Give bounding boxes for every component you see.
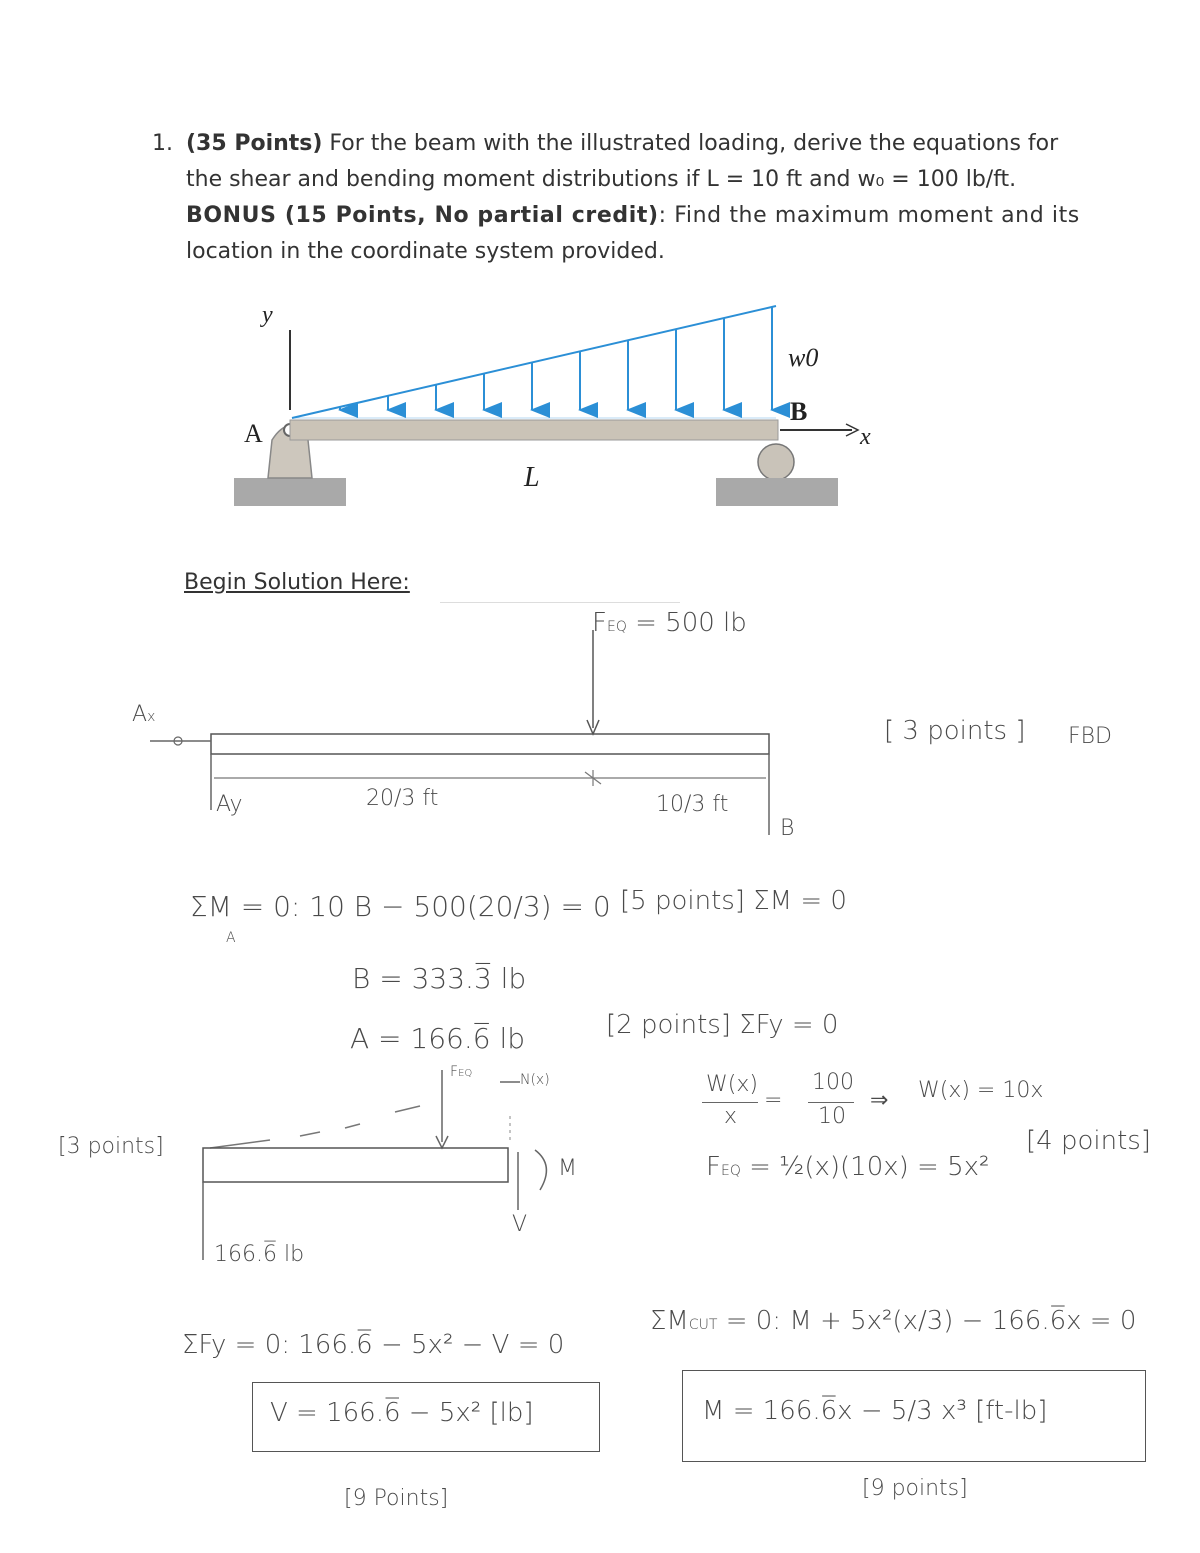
label-a: A	[244, 419, 263, 448]
moment-points: [5 points] ΣM = 0	[620, 886, 847, 916]
cut-m-label: M	[558, 1156, 577, 1181]
dist-left-label: 20/3 ft	[366, 786, 439, 811]
label-b: B	[790, 397, 808, 426]
bonus-label: BONUS (15 Points, No partial credit)	[186, 203, 659, 228]
problem-line-3: BONUS (15 Points, No partial credit): Find the maximum moment and its	[186, 203, 1080, 228]
cut-beam	[203, 1148, 508, 1182]
ground-left	[234, 478, 346, 506]
cut-moment-arc	[535, 1150, 546, 1190]
mcut-equation: ΣMCUT = 0: M + 5x²(x/3) − 166.6̅x = 0	[650, 1306, 1137, 1336]
beam	[290, 420, 778, 440]
points-label: (35 Points)	[186, 131, 323, 156]
a-result: A = 166.6̅ lb	[350, 1022, 526, 1055]
x-axis-label: x	[860, 424, 871, 450]
w-result: W(x) = 10x	[918, 1078, 1044, 1103]
load-outline	[292, 306, 776, 418]
cut-nx-label: N(x)	[520, 1072, 550, 1088]
cut-load-line	[210, 1106, 420, 1148]
feq-label: FEQ = 500 lb	[592, 608, 747, 638]
four-points: [4 points]	[1026, 1126, 1151, 1156]
ground-right	[716, 478, 838, 506]
left-points: [3 points]	[58, 1134, 164, 1159]
cut-feq-label: FEQ	[450, 1064, 473, 1080]
fbd-points: [ 3 points ]	[884, 716, 1026, 746]
problem-line-4: location in the coordinate system provided.	[186, 239, 665, 264]
problem-line-1: (35 Points) For the beam with the illustrated loading, derive the equations for	[186, 131, 1059, 156]
fy-equation: ΣFy = 0: 166.6̅ − 5x² − V = 0	[182, 1330, 565, 1360]
fy-points: [2 points] ΣFy = 0	[606, 1010, 839, 1040]
moment-subscript: A	[226, 930, 236, 946]
roller-b	[758, 444, 794, 480]
w-val-top: 100	[812, 1070, 854, 1095]
w-arrow: ⇒	[870, 1088, 889, 1113]
m-result: M = 166.6̅x − 5/3 x³ [ft-lb]	[702, 1396, 1048, 1426]
v-result: V = 166.6̅ − 5x² [lb]	[270, 1398, 534, 1428]
cut-v-label: V	[512, 1212, 528, 1237]
m-points: [9 points]	[862, 1476, 968, 1501]
solution-heading: Begin Solution Here:	[184, 570, 410, 595]
problem-number: 1.	[152, 131, 173, 156]
y-axis-label: y	[262, 302, 273, 328]
b-label: B	[780, 816, 795, 841]
moment-equation: ΣM = 0: 10 B − 500(20/3) = 0	[190, 890, 611, 923]
fbd-label: FBD	[1068, 724, 1112, 749]
label-w0: w0	[788, 343, 819, 372]
problem-line-2: the shear and bending moment distributions if L = 10 ft and w₀ = 100 lb/ft.	[186, 167, 1017, 192]
w-ratio-equals: =	[764, 1088, 783, 1113]
feq-equation: FEQ = ½(x)(10x) = 5x²	[706, 1152, 990, 1182]
label-l: L	[524, 462, 540, 493]
w-val-bottom: 10	[818, 1104, 846, 1129]
ax-label: Ax	[132, 702, 156, 727]
beam-figure	[0, 0, 1200, 560]
cut-reaction-label: 166.6̅ lb	[214, 1242, 305, 1267]
dist-right-label: 10/3 ft	[656, 792, 729, 817]
ay-label: Ay	[216, 792, 243, 817]
b-result: B = 333.3̅ lb	[352, 962, 527, 995]
w-ratio-bottom: x	[724, 1104, 738, 1129]
v-points: [9 Points]	[344, 1486, 449, 1511]
fbd-beam	[211, 734, 769, 754]
w-ratio-top: W(x)	[706, 1072, 758, 1097]
cut-section-diagram	[0, 1060, 640, 1280]
